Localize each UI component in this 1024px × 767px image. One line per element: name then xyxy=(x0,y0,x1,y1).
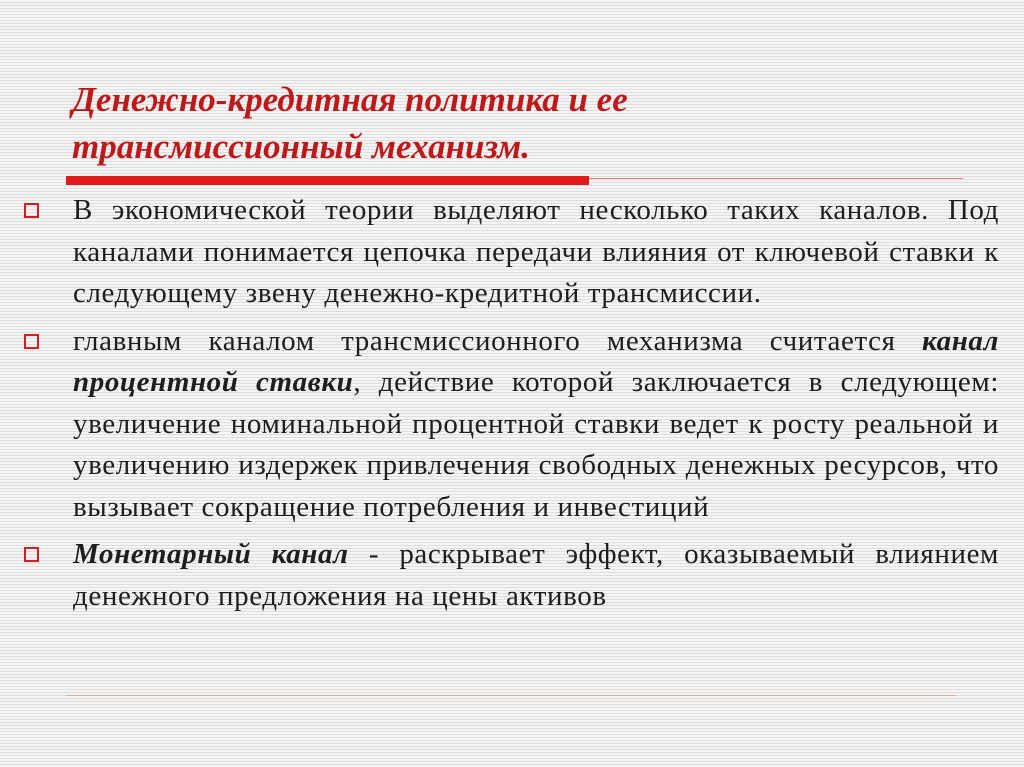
bullet-text-monetary-channel xyxy=(73,534,999,617)
bullet-text-channels-body: В экономической теории выделяют несколько таких каналов. Под каналами понимается цепочка передачи влияния от ключевой ставки к следующему звену денежно-кредитной трансмиссии. xyxy=(73,194,999,309)
square-bullet-icon xyxy=(24,547,39,562)
title-accent-bar xyxy=(66,176,589,185)
interest-rate-channel-term: канал процентной ставки xyxy=(73,324,999,398)
title-accent-line xyxy=(589,178,963,179)
bullet-text-monetary-post: - раскрывает эффект, оказываемый влиянием денежного предложения на цены активов xyxy=(73,538,999,612)
monetary-channel-term: Монетарный канал xyxy=(73,538,349,570)
title-line-1: Денежно-кредитная политика и ее xyxy=(72,80,628,119)
bullet-item-monetary-channel xyxy=(24,534,999,617)
bullet-item-interest-rate-channel xyxy=(24,321,999,529)
bullet-text-interest-rate-channel xyxy=(73,321,999,529)
bullet-text-interest-rate-pre: главным каналом трансмиссионного механизма считается xyxy=(73,324,923,357)
square-bullet-icon xyxy=(24,334,39,349)
bullet-text-interest-rate-post: , действие которой заключается в следующем: увеличение номинальной процентной ставки ведет к росту реальной и увеличению издержек привлечения свободных денежных ресурсов, что вызывает сокращение потребления и инвестиций xyxy=(73,366,999,523)
bullet-item-channels xyxy=(24,190,999,315)
slide-title xyxy=(72,76,972,170)
title-line-2: трансмиссионный механизм. xyxy=(72,127,531,166)
square-bullet-icon xyxy=(24,203,39,218)
bullet-list xyxy=(24,190,999,623)
bullet-text-channels xyxy=(73,190,999,315)
bottom-divider-line xyxy=(66,695,956,696)
